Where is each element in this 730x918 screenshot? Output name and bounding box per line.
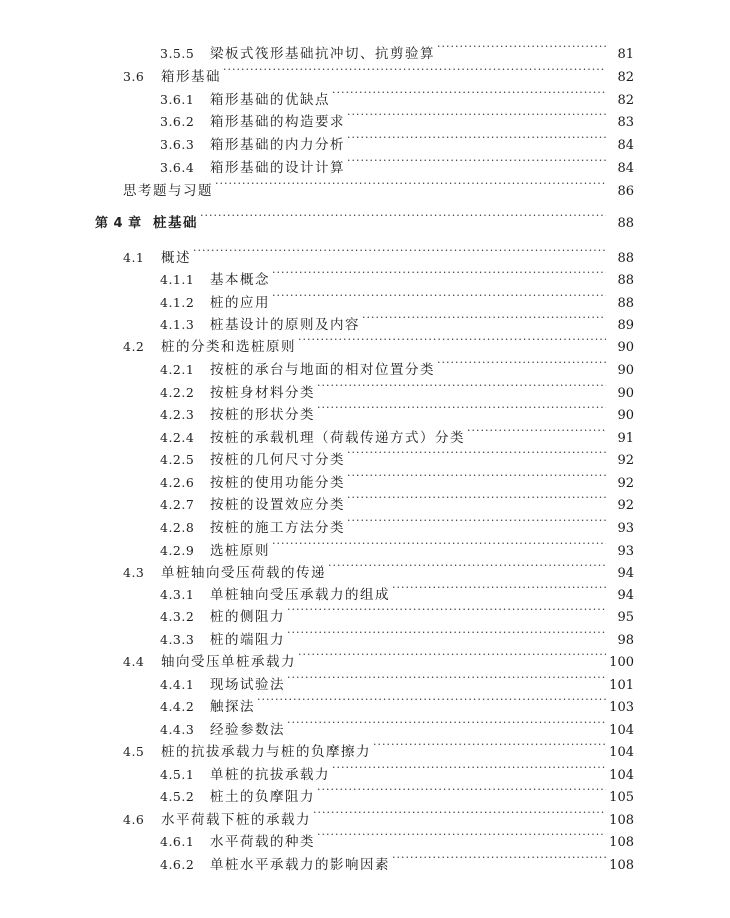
toc-entry bbox=[123, 802, 634, 828]
entry-title: 桩的抗拔承载力与桩的负摩擦力 bbox=[161, 744, 371, 760]
toc-entry bbox=[160, 533, 634, 559]
entry-page: 90 bbox=[617, 408, 634, 423]
entry-title: 桩的分类和选桩原则 bbox=[161, 339, 296, 355]
dot-leader bbox=[287, 622, 606, 644]
dot-leader bbox=[437, 36, 606, 58]
entry-title: 选桩原则 bbox=[210, 543, 270, 559]
toc-entry bbox=[123, 644, 634, 670]
entry-number: 4.2.9 bbox=[160, 543, 195, 558]
entry-title: 按桩的承载机理（荷载传递方式）分类 bbox=[210, 430, 465, 446]
entry-title: 触探法 bbox=[210, 699, 255, 715]
entry-title: 箱形基础的优缺点 bbox=[210, 92, 330, 108]
toc-entry bbox=[123, 734, 634, 760]
entry-number: 4.2.2 bbox=[160, 385, 195, 400]
entry-number: 4.5.1 bbox=[160, 767, 195, 782]
dot-leader bbox=[298, 329, 606, 351]
toc-entry bbox=[123, 240, 634, 266]
toc-entry bbox=[123, 555, 634, 581]
entry-number: 4.1 bbox=[123, 250, 145, 265]
toc-entry bbox=[160, 712, 634, 738]
toc-entry bbox=[160, 442, 634, 468]
dot-leader bbox=[347, 442, 606, 464]
toc-entry bbox=[160, 420, 634, 446]
entry-page: 105 bbox=[609, 790, 634, 805]
toc-entry bbox=[160, 622, 634, 648]
entry-title: 概述 bbox=[161, 250, 191, 266]
entry-page: 104 bbox=[609, 745, 634, 760]
entry-number: 4.6 bbox=[123, 812, 145, 827]
dot-leader bbox=[362, 307, 606, 329]
dot-leader bbox=[332, 82, 606, 104]
entry-page: 94 bbox=[617, 566, 634, 581]
entry-page: 100 bbox=[609, 655, 634, 670]
toc-entry bbox=[160, 465, 634, 491]
entry-number: 4.2.5 bbox=[160, 452, 195, 467]
entry-title: 按桩的形状分类 bbox=[210, 407, 315, 423]
entry-title: 箱形基础 bbox=[161, 69, 221, 85]
entry-page: 108 bbox=[609, 835, 634, 850]
entry-title: 桩的侧阻力 bbox=[210, 609, 285, 625]
entry-title: 水平荷载下桩的承载力 bbox=[161, 812, 311, 828]
chapter-number: 第 4 章 bbox=[95, 216, 142, 231]
toc-entry bbox=[160, 757, 634, 783]
entry-page: 91 bbox=[617, 431, 634, 446]
entry-number: 4.4.1 bbox=[160, 677, 195, 692]
entry-page: 88 bbox=[617, 216, 634, 231]
toc-entry bbox=[160, 824, 634, 850]
dot-leader bbox=[317, 397, 606, 419]
entry-number: 3.6.2 bbox=[160, 114, 195, 129]
entry-page: 92 bbox=[617, 498, 634, 513]
entry-title: 按桩身材料分类 bbox=[210, 385, 315, 401]
toc-entry bbox=[160, 36, 634, 62]
dot-leader bbox=[223, 59, 606, 81]
dot-leader bbox=[287, 712, 606, 734]
entry-page: 92 bbox=[617, 453, 634, 468]
dot-leader bbox=[437, 352, 606, 374]
entry-number: 4.2.8 bbox=[160, 520, 195, 535]
dot-leader bbox=[317, 824, 606, 846]
entry-title: 桩的端阻力 bbox=[210, 632, 285, 648]
toc-entry bbox=[160, 577, 634, 603]
toc-entry bbox=[160, 150, 634, 176]
entry-page: 92 bbox=[617, 476, 634, 491]
entry-number: 3.6.4 bbox=[160, 160, 195, 175]
toc-chapter-entry bbox=[95, 205, 634, 231]
dot-leader bbox=[347, 465, 606, 487]
toc-entry bbox=[160, 307, 634, 333]
dot-leader bbox=[272, 533, 606, 555]
dot-leader bbox=[347, 127, 606, 149]
entry-title: 单桩水平承载力的影响因素 bbox=[210, 857, 390, 873]
entry-page: 101 bbox=[609, 678, 634, 693]
toc-entry bbox=[160, 487, 634, 513]
toc-entry bbox=[160, 127, 634, 153]
entry-title: 按桩的施工方法分类 bbox=[210, 520, 345, 536]
entry-title: 单桩轴向受压承载力的组成 bbox=[210, 587, 390, 603]
entry-number: 4.3.1 bbox=[160, 587, 195, 602]
dot-leader bbox=[287, 667, 606, 689]
entry-page: 104 bbox=[609, 723, 634, 738]
entry-title: 桩基设计的原则及内容 bbox=[210, 317, 360, 333]
toc-entry bbox=[160, 262, 634, 288]
toc-entry bbox=[160, 285, 634, 311]
entry-page: 84 bbox=[617, 161, 634, 176]
dot-leader bbox=[347, 104, 606, 126]
dot-leader bbox=[347, 487, 606, 509]
entry-page: 90 bbox=[617, 340, 634, 355]
entry-page: 88 bbox=[617, 273, 634, 288]
entry-page: 83 bbox=[617, 115, 634, 130]
toc-entry bbox=[160, 847, 634, 873]
entry-title: 桩土的负摩阻力 bbox=[210, 789, 315, 805]
toc-entry bbox=[160, 82, 634, 108]
entry-number: 4.4.3 bbox=[160, 722, 195, 737]
entry-page: 93 bbox=[617, 544, 634, 559]
entry-number: 4.2.6 bbox=[160, 475, 195, 490]
dot-leader bbox=[317, 375, 606, 397]
entry-page: 108 bbox=[609, 813, 634, 828]
entry-title: 箱形基础的设计计算 bbox=[210, 160, 345, 176]
toc-entry bbox=[160, 104, 634, 130]
entry-page: 84 bbox=[617, 138, 634, 153]
dot-leader bbox=[328, 555, 606, 577]
entry-page: 90 bbox=[617, 386, 634, 401]
entry-title: 单桩的抗拔承载力 bbox=[210, 767, 330, 783]
entry-page: 82 bbox=[617, 70, 634, 85]
entry-title: 现场试验法 bbox=[210, 677, 285, 693]
dot-leader bbox=[317, 779, 606, 801]
entry-title: 思考题与习题 bbox=[123, 183, 213, 199]
entry-number: 3.6 bbox=[123, 69, 145, 84]
entry-page: 88 bbox=[617, 296, 634, 311]
entry-page: 93 bbox=[617, 521, 634, 536]
entry-title: 桩的应用 bbox=[210, 295, 270, 311]
entry-number: 4.2.7 bbox=[160, 497, 195, 512]
toc-entry bbox=[160, 375, 634, 401]
dot-leader bbox=[272, 262, 606, 284]
entry-page: 86 bbox=[617, 184, 634, 199]
entry-title: 按桩的使用功能分类 bbox=[210, 475, 345, 491]
dot-leader bbox=[313, 802, 606, 824]
dot-leader bbox=[200, 205, 606, 227]
entry-page: 82 bbox=[617, 93, 634, 108]
entry-page: 89 bbox=[617, 318, 634, 333]
entry-number: 4.4 bbox=[123, 654, 145, 669]
entry-page: 104 bbox=[609, 768, 634, 783]
entry-title: 按桩的几何尺寸分类 bbox=[210, 452, 345, 468]
toc-entry bbox=[123, 173, 634, 199]
dot-leader bbox=[272, 285, 606, 307]
entry-title: 梁板式筏形基础抗冲切、抗剪验算 bbox=[210, 46, 435, 62]
dot-leader bbox=[215, 173, 606, 195]
entry-number: 3.6.3 bbox=[160, 137, 195, 152]
entry-number: 4.3.2 bbox=[160, 609, 195, 624]
entry-page: 90 bbox=[617, 363, 634, 378]
dot-leader bbox=[347, 510, 606, 532]
dot-leader bbox=[392, 577, 606, 599]
entry-page: 88 bbox=[617, 251, 634, 266]
entry-number: 4.6.2 bbox=[160, 857, 195, 872]
entry-number: 3.5.5 bbox=[160, 46, 195, 61]
entry-page: 94 bbox=[617, 588, 634, 603]
entry-number: 4.4.2 bbox=[160, 699, 195, 714]
chapter-title: 桩基础 bbox=[153, 215, 198, 231]
entry-number: 4.6.1 bbox=[160, 834, 195, 849]
dot-leader bbox=[298, 644, 606, 666]
entry-number: 4.2.4 bbox=[160, 430, 195, 445]
entry-number: 4.5.2 bbox=[160, 789, 195, 804]
dot-leader bbox=[373, 734, 606, 756]
entry-number: 3.6.1 bbox=[160, 92, 195, 107]
entry-number: 4.2.3 bbox=[160, 407, 195, 422]
entry-number: 4.1.1 bbox=[160, 272, 195, 287]
toc-entry bbox=[160, 779, 634, 805]
entry-title: 经验参数法 bbox=[210, 722, 285, 738]
entry-title: 按桩的承台与地面的相对位置分类 bbox=[210, 362, 435, 378]
entry-title: 单桩轴向受压荷载的传递 bbox=[161, 565, 326, 581]
dot-leader bbox=[347, 150, 606, 172]
toc-entry bbox=[123, 329, 634, 355]
toc-entry bbox=[160, 599, 634, 625]
toc-entry bbox=[123, 59, 634, 85]
dot-leader bbox=[467, 420, 606, 442]
entry-number: 4.2.1 bbox=[160, 362, 195, 377]
dot-leader bbox=[257, 689, 606, 711]
entry-title: 箱形基础的构造要求 bbox=[210, 114, 345, 130]
toc-entry bbox=[160, 510, 634, 536]
entry-title: 箱形基础的内力分析 bbox=[210, 137, 345, 153]
entry-number: 4.3.3 bbox=[160, 632, 195, 647]
entry-title: 水平荷载的种类 bbox=[210, 834, 315, 850]
toc-entry bbox=[160, 667, 634, 693]
entry-number: 4.5 bbox=[123, 744, 145, 759]
entry-page: 108 bbox=[609, 858, 634, 873]
toc-entry bbox=[160, 352, 634, 378]
entry-page: 98 bbox=[617, 633, 634, 648]
entry-number: 4.3 bbox=[123, 565, 145, 580]
entry-page: 95 bbox=[617, 610, 634, 625]
entry-title: 轴向受压单桩承载力 bbox=[161, 654, 296, 670]
entry-number: 4.1.3 bbox=[160, 317, 195, 332]
entry-page: 81 bbox=[617, 47, 634, 62]
entry-number: 4.1.2 bbox=[160, 295, 195, 310]
entry-title: 基本概念 bbox=[210, 272, 270, 288]
dot-leader bbox=[392, 847, 606, 869]
toc-entry bbox=[160, 397, 634, 423]
entry-number: 4.2 bbox=[123, 339, 145, 354]
dot-leader bbox=[287, 599, 606, 621]
entry-title: 按桩的设置效应分类 bbox=[210, 497, 345, 513]
dot-leader bbox=[332, 757, 606, 779]
dot-leader bbox=[193, 240, 606, 262]
toc-entry bbox=[160, 689, 634, 715]
entry-page: 103 bbox=[609, 700, 634, 715]
